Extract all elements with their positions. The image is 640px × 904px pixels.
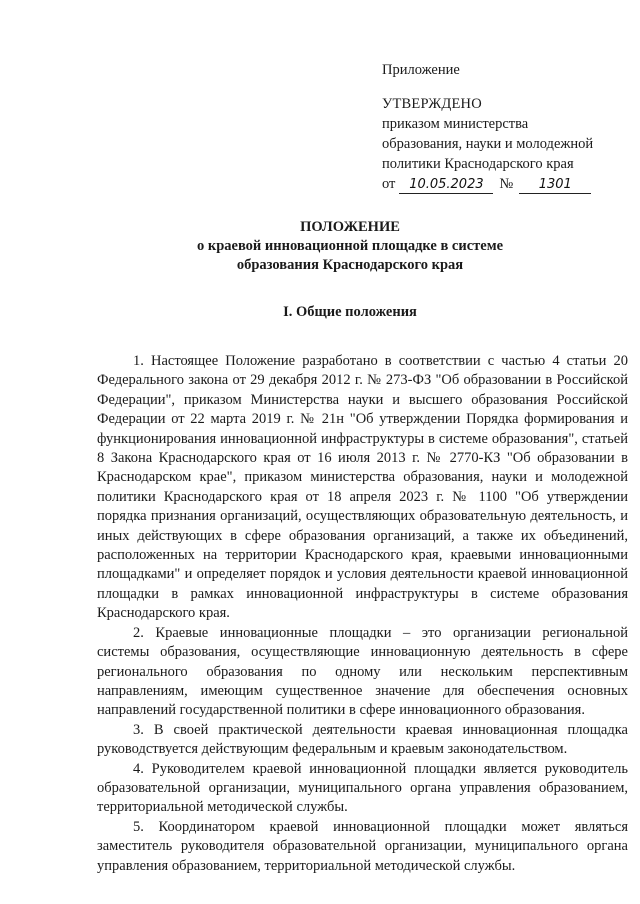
title-region-line: образования Краснодарского края	[236, 257, 464, 273]
title-heading: ПОЛОЖЕНИЕ	[300, 219, 400, 235]
approval-block	[382, 60, 632, 194]
number-label: №	[499, 176, 514, 192]
approved-label: УТВЕРЖДЕНО	[382, 96, 482, 112]
order-number-handwritten: 1301	[519, 177, 591, 194]
approval-region-line: политики Краснодарского края	[382, 156, 574, 172]
paragraph-4: 4. Руководителем краевой инновационной площадки является руководитель образовательной организации, муниципального органа управления образованием, территориальной методической службы.	[97, 760, 628, 816]
section-title: I. Общие положения	[283, 304, 417, 320]
paragraph-3: 3. В своей практической деятельности краевая инновационная площадка руководствуется действующим федеральным и краевым законодательством.	[97, 721, 628, 758]
appendix-label: Приложение	[382, 62, 460, 78]
from-label: от	[382, 176, 396, 192]
title-subject-line: о краевой инновационной площадке в системе	[196, 238, 504, 254]
document-title	[0, 218, 640, 275]
order-date-handwritten: 10.05.2023	[399, 177, 493, 194]
paragraph-2: 2. Краевые инновационные площадки – это организации региональной системы образования, осуществляющие инновационную деятельность в сфере регионального образования по одному или нескольким перспективным направлениям, имеющим существенное значение для обеспечения основных направлений государственной политики в сфере инновационного образования.	[97, 624, 628, 719]
body-text	[97, 352, 628, 876]
approval-ministry-line: образования, науки и молодежной	[382, 136, 594, 152]
approval-order-line: приказом министерства	[382, 116, 529, 132]
paragraph-5: 5. Координатором краевой инновационной площадки может являться заместитель руководителя образовательной организации, муниципального органа управления образованием, территориальной методической службы.	[97, 818, 628, 874]
paragraph-1: 1. Настоящее Положение разработано в соответствии с частью 4 статьи 20 Федерального закона от 29 декабря 2012 г. № 273-ФЗ "Об образовании в Российской Федерации", приказом Министерства науки и высшего образования Российской Федерации от 22 марта 2019 г. № 21н "Об утверждении Порядка формирования и функционирования инновационной инфраструктуры в системе образования", статьей 8 Закона Краснодарского края от 16 июля 2013 г. № 2770-КЗ "Об образовании в Краснодарском крае", приказом министерства образования, науки и молодежной политики Краснодарского края от 18 апреля 2023 г. № 1100 "Об утверждении порядка признания организаций, осуществляющих образовательную деятельность, и иных действующих в сфере образования организаций, а также их объединений, расположенных на территории Краснодарского края, краевыми инновационными площадками" и определяет порядок и условия деятельности краевой инновационной площадки в рамках инновационной инфраструктуры в системе образования Краснодарского края.	[97, 353, 628, 622]
approval-date-number-row	[382, 174, 632, 194]
